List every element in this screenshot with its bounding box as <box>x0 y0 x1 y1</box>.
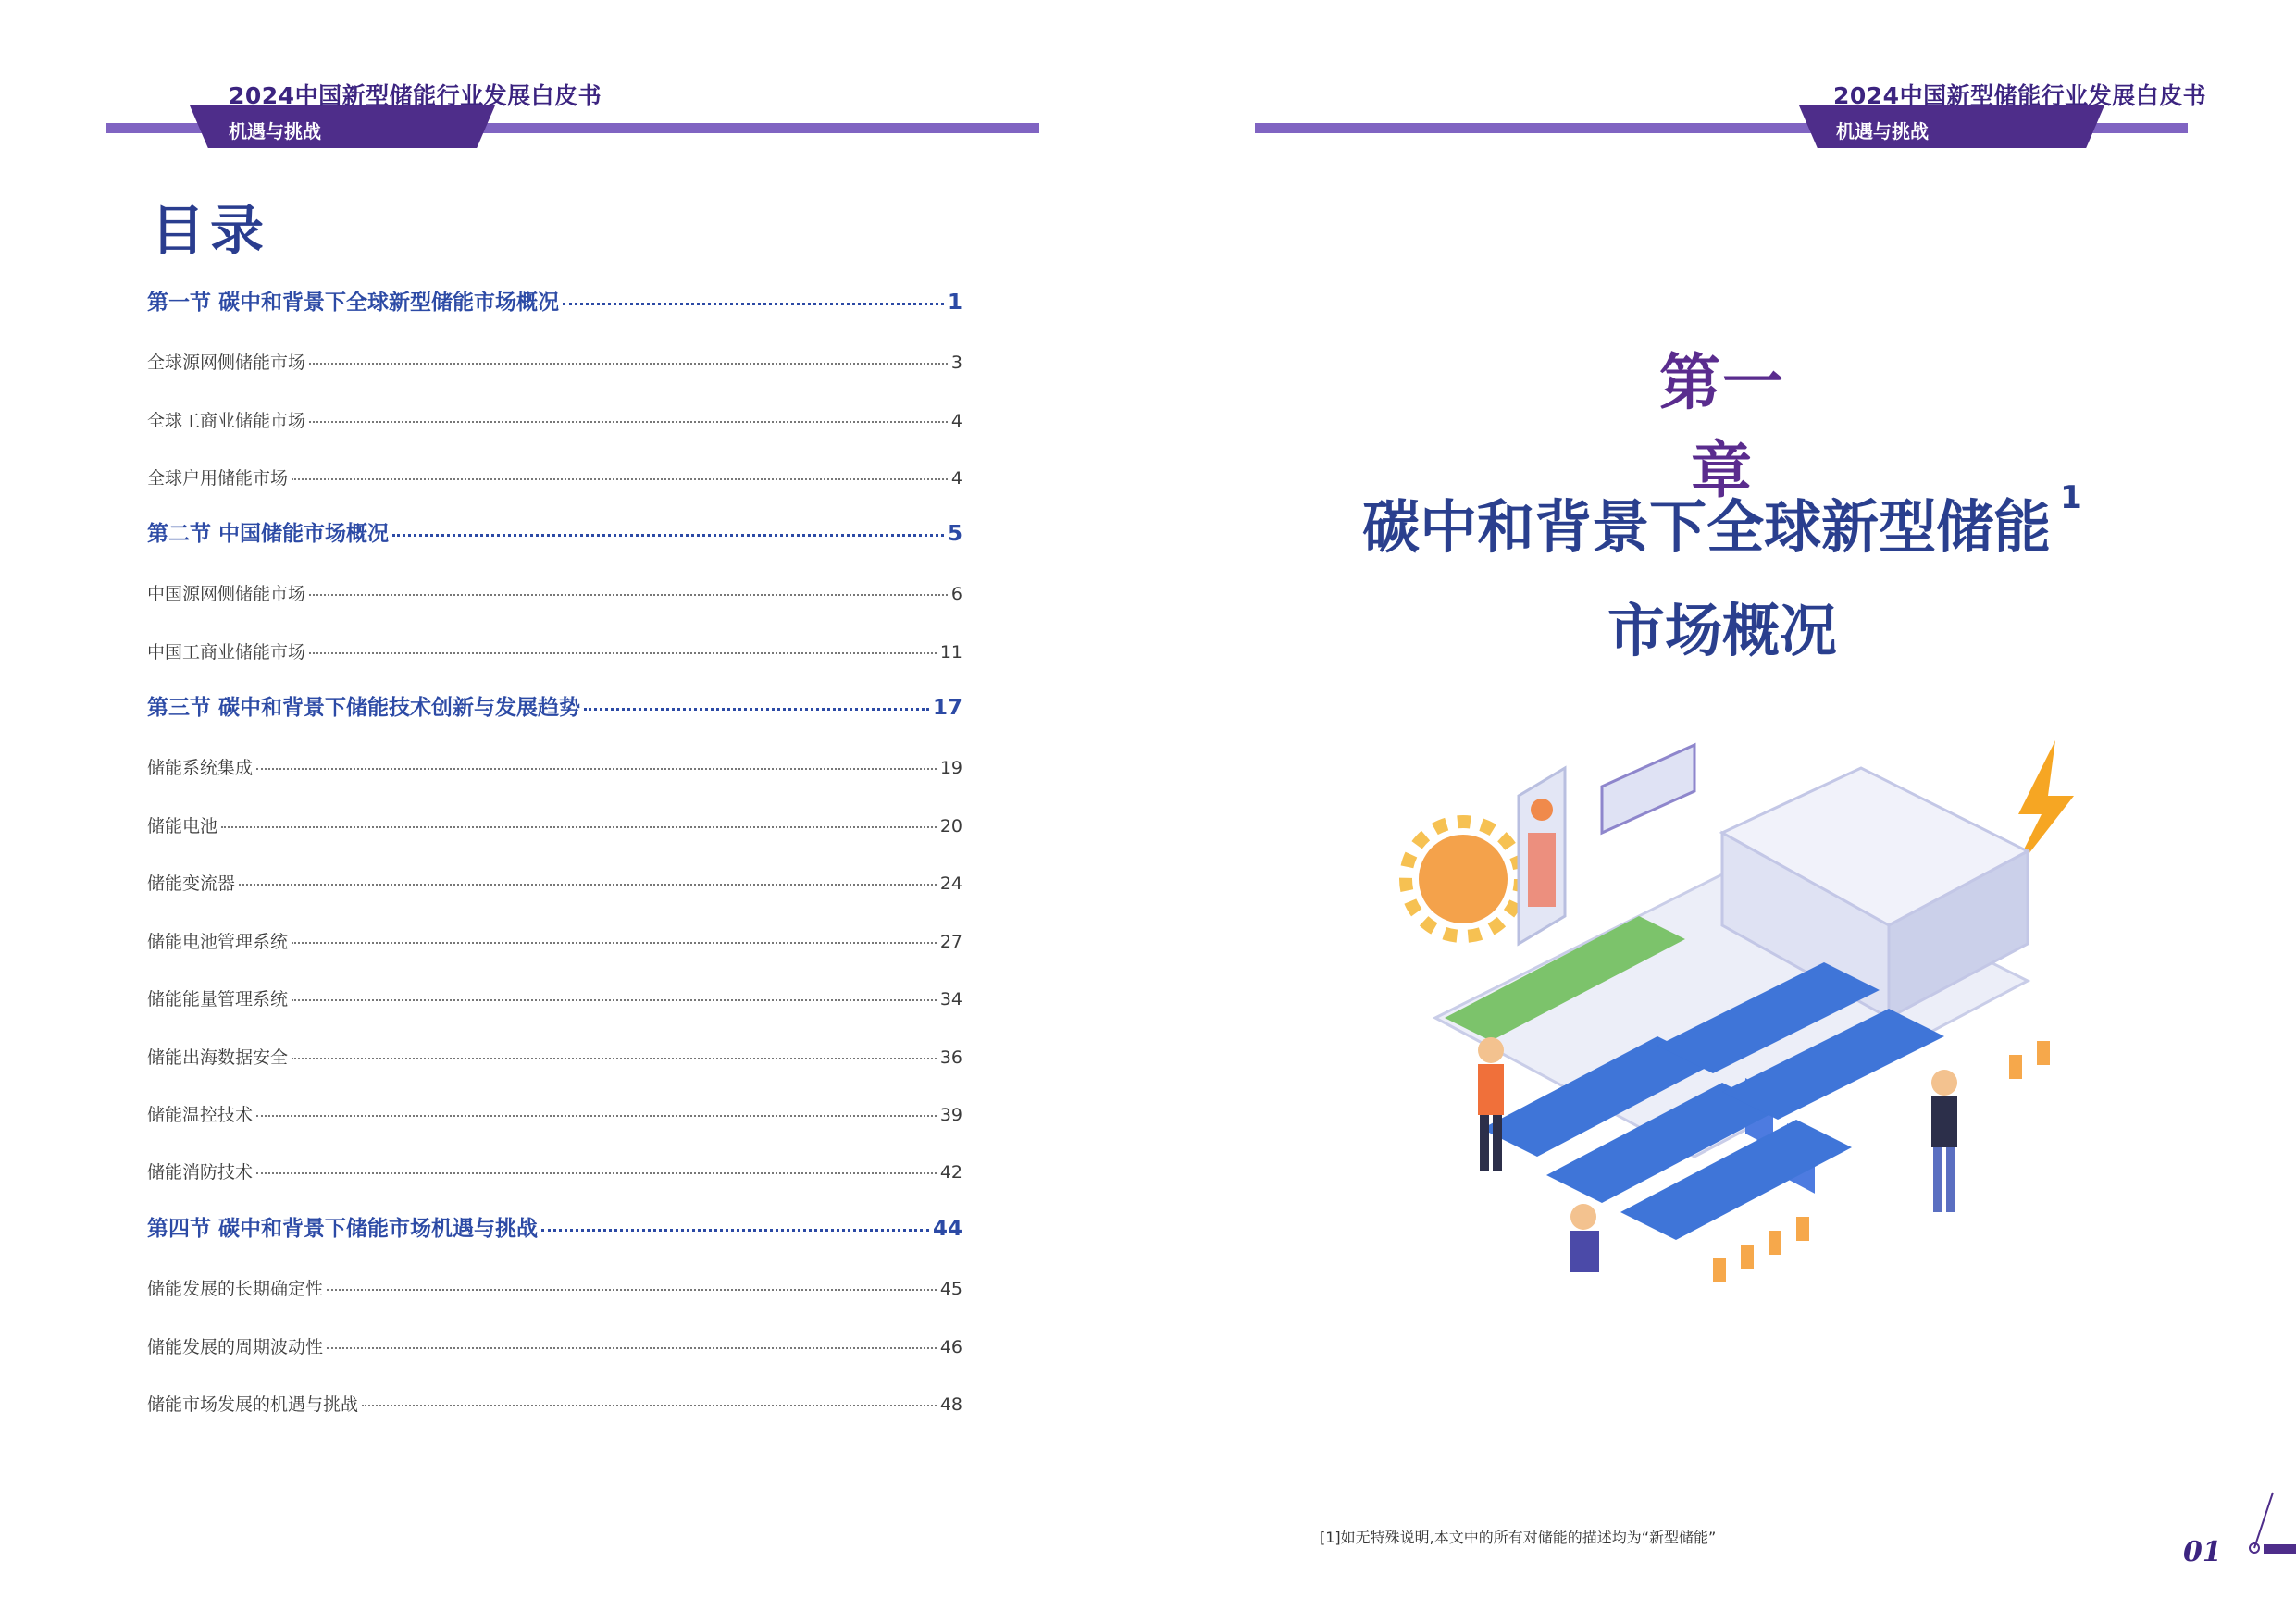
worker-figure <box>1478 1037 1504 1171</box>
chapter-label: 第一章 <box>1659 347 1785 506</box>
toc-item-text: 储能电池 <box>147 816 218 836</box>
toc-leader <box>327 1289 937 1291</box>
energy-storage-plant-illustration <box>1380 740 2083 1323</box>
worker-figure <box>1931 1070 1957 1212</box>
chapter-title-text: 碳中和背景下全球新型储能 <box>1362 493 2052 561</box>
toc-item-page: 27 <box>939 932 962 952</box>
toc-item-page: 4 <box>950 411 962 431</box>
toc-leader <box>309 421 948 423</box>
toc-leader <box>584 708 929 711</box>
toc-item[interactable] <box>147 638 962 663</box>
toc-item-text: 储能出海数据安全 <box>147 1047 289 1068</box>
toc-item-page: 44 <box>932 1217 962 1241</box>
header-title: 2024中国新型储能行业发展白皮书 <box>1833 82 2207 109</box>
toc-item[interactable] <box>147 1211 962 1242</box>
right-page <box>1148 0 2296 1623</box>
toc-leader <box>563 303 944 305</box>
toc-leader <box>362 1405 937 1406</box>
toc-leader <box>239 884 937 886</box>
header-subtitle: 机遇与挑战 <box>229 120 321 142</box>
toc-item-text: 全球源网侧储能市场 <box>147 353 306 373</box>
toc-item-page: 24 <box>939 873 962 894</box>
toc-item[interactable] <box>147 465 962 489</box>
chapter-title-line1 <box>1334 481 2111 564</box>
toc-item-page: 17 <box>932 696 962 720</box>
toc-item-page: 11 <box>939 642 962 663</box>
toc-item-text: 全球户用储能市场 <box>147 468 289 489</box>
toc-leader <box>256 1172 937 1174</box>
toc-title: 目录 <box>151 199 270 262</box>
toc-item[interactable] <box>147 580 962 605</box>
chapter-title-line2: 市场概况 <box>1607 597 1837 664</box>
toc-item-text: 储能系统集成 <box>147 758 254 778</box>
toc-item[interactable] <box>147 754 962 779</box>
toc-item-text: 第二节 中国储能市场概况 <box>147 522 390 546</box>
toc-item[interactable] <box>147 1333 962 1358</box>
toc-leader <box>309 594 948 596</box>
footnote-mark[interactable]: 1 <box>2060 479 2082 517</box>
toc-item[interactable] <box>147 928 962 953</box>
toc-item-page: 19 <box>939 758 962 778</box>
toc-leader <box>256 1115 937 1117</box>
toc-item[interactable] <box>147 812 962 837</box>
toc-leader <box>541 1229 929 1232</box>
toc-leader <box>292 478 948 480</box>
toc-item-page: 34 <box>939 989 962 1010</box>
toc-leader <box>327 1347 937 1349</box>
toc-item[interactable] <box>147 985 962 1010</box>
toc-item[interactable] <box>147 1101 962 1126</box>
toc-item[interactable] <box>147 870 962 895</box>
toc-item-text: 储能发展的长期确定性 <box>147 1279 324 1299</box>
toc-item-text: 储能电池管理系统 <box>147 932 289 952</box>
toc-item-page: 3 <box>950 353 962 373</box>
toc-item-text: 第四节 碳中和背景下储能市场机遇与挑战 <box>147 1217 539 1241</box>
toc-item-page: 6 <box>950 584 962 604</box>
toc-item-page: 48 <box>939 1394 962 1415</box>
toc-item-text: 中国工商业储能市场 <box>147 642 306 663</box>
toc-item-text: 第一节 碳中和背景下全球新型储能市场概况 <box>147 291 560 315</box>
toc-item[interactable] <box>147 285 962 316</box>
toc-item-page: 42 <box>939 1162 962 1183</box>
floating-screen-icon <box>1602 745 1694 833</box>
toc-item[interactable] <box>147 407 962 432</box>
header-title: 2024中国新型储能行业发展白皮书 <box>229 82 602 109</box>
toc-item-text: 储能温控技术 <box>147 1105 254 1125</box>
toc-leader <box>221 826 937 828</box>
toc-item-text: 第三节 碳中和背景下储能技术创新与发展趋势 <box>147 696 581 720</box>
toc-item-page: 4 <box>950 468 962 489</box>
toc-item[interactable] <box>147 1275 962 1300</box>
footnote: [1]如无特殊说明,本文中的所有对储能的描述均为“新型储能” <box>1320 1529 1717 1546</box>
page-corner-ornament <box>2217 1485 2296 1559</box>
toc-item-page: 39 <box>939 1105 962 1125</box>
toc-item-text: 储能变流器 <box>147 873 236 894</box>
toc-leader <box>392 534 944 537</box>
toc-leader <box>309 363 948 365</box>
toc-item[interactable] <box>147 349 962 374</box>
toc-leader <box>292 1058 937 1059</box>
toc-leader <box>292 999 937 1001</box>
toc-item-page: 20 <box>939 816 962 836</box>
toc-item-page: 36 <box>939 1047 962 1068</box>
toc-item[interactable] <box>147 690 962 721</box>
toc-leader <box>309 652 937 654</box>
page-number: 01 <box>2183 1536 2222 1568</box>
toc-item-text: 中国源网侧储能市场 <box>147 584 306 604</box>
toc-item-page: 1 <box>947 291 962 315</box>
toc-item-page: 5 <box>947 522 962 546</box>
toc-item-text: 全球工商业储能市场 <box>147 411 306 431</box>
toc-leader <box>292 942 937 944</box>
toc-item-text: 储能市场发展的机遇与挑战 <box>147 1394 359 1415</box>
toc-item[interactable] <box>147 1158 962 1183</box>
toc-item-page: 46 <box>939 1337 962 1357</box>
toc-item[interactable] <box>147 1044 962 1069</box>
toc-item-page: 45 <box>939 1279 962 1299</box>
sun-icon <box>1406 822 1520 936</box>
phone-display-icon <box>1519 768 1565 944</box>
toc-item-text: 储能消防技术 <box>147 1162 254 1183</box>
toc-item[interactable] <box>147 516 962 547</box>
toc-item[interactable] <box>147 1391 962 1416</box>
worker-figure <box>1570 1204 1599 1272</box>
toc-leader <box>256 768 937 770</box>
header-subtitle: 机遇与挑战 <box>1836 120 1929 142</box>
toc-item-text: 储能发展的周期波动性 <box>147 1337 324 1357</box>
toc-item-text: 储能能量管理系统 <box>147 989 289 1010</box>
